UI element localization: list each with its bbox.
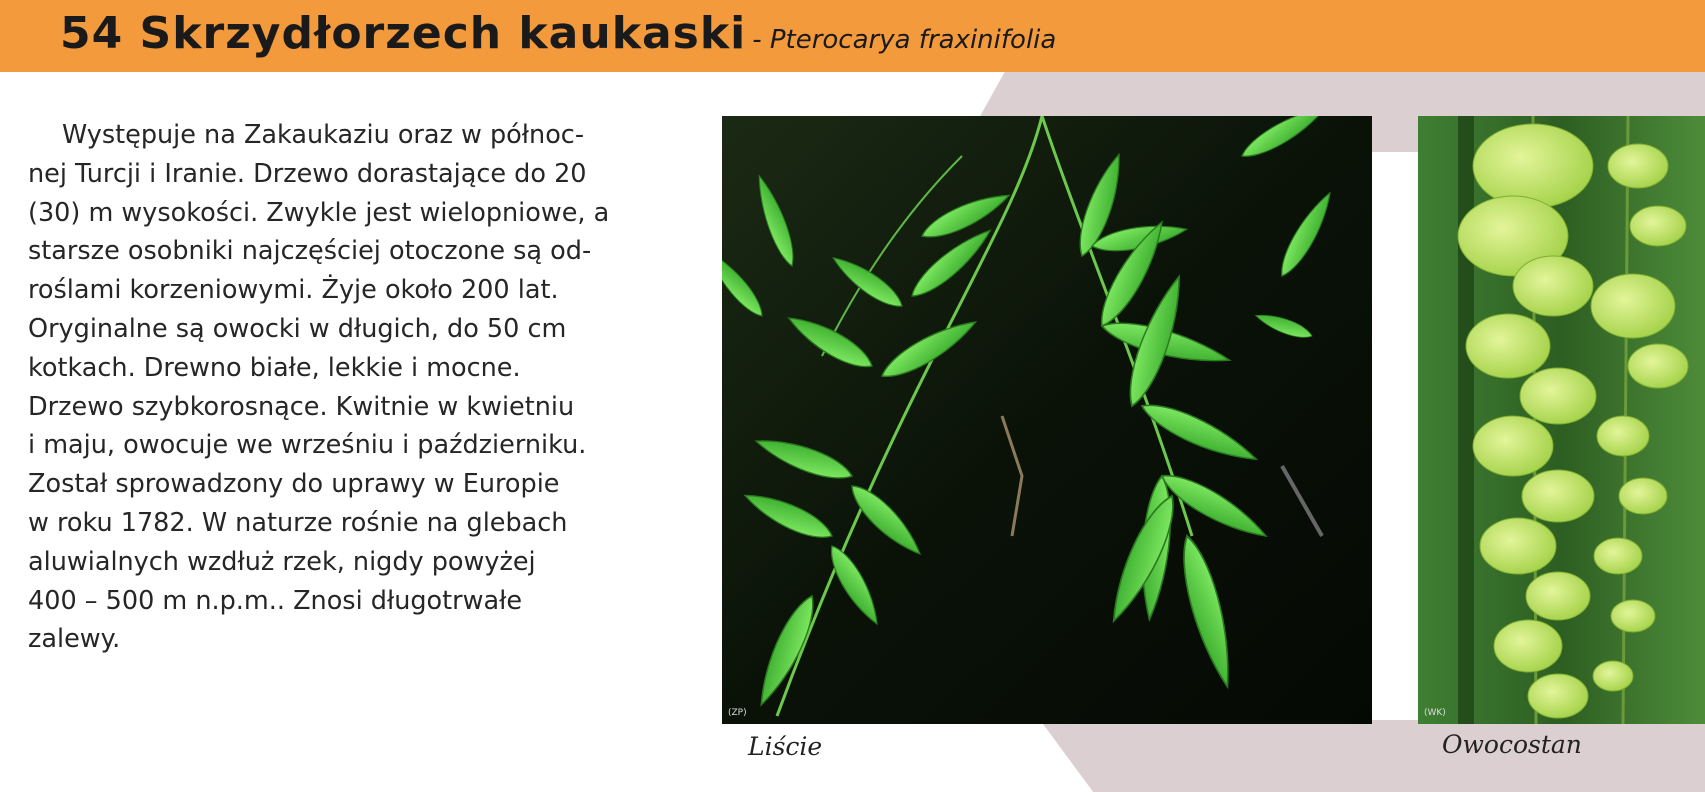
text-line: 400 – 500 m n.p.m.. Znosi długotrwałe: [28, 585, 523, 616]
text-line: kotkach. Drewno białe, lekkie i mocne.: [28, 352, 521, 383]
text-line: Oryginalne są owocki w długich, do 50 cm: [28, 313, 567, 344]
text-line: starsze osobniki najczęściej otoczone są od-: [28, 236, 592, 267]
text-line: aluwialnych wzdłuż rzek, nigdy powyżej: [28, 546, 536, 577]
description-text: [28, 116, 678, 659]
latin-name: - Pterocarya fraxinifolia: [752, 25, 1057, 55]
fruit-caption: Owocostan: [1442, 730, 1582, 759]
title-block: [60, 8, 1056, 59]
leaves-illustration: [722, 116, 1372, 724]
text-line: Występuje na Zakaukaziu oraz w północ-: [62, 120, 585, 150]
photo-credit: (ZP): [728, 708, 747, 718]
text-line: w roku 1782. W naturze rośnie na glebach: [28, 507, 568, 538]
fruit-photo: [1418, 116, 1705, 724]
page-title: 54 Skrzydłorzech kaukaski: [60, 8, 747, 59]
header-bar: [0, 0, 1705, 72]
leaves-caption: Liście: [748, 732, 823, 761]
fruit-illustration: [1418, 116, 1705, 724]
text-line: Został sprowadzony do uprawy w Europie: [28, 469, 560, 500]
leaves-photo: [722, 116, 1372, 724]
text-line: zalewy.: [28, 624, 121, 655]
text-line: i maju, owocuje we wrześniu i październiku.: [28, 430, 587, 461]
text-line: roślami korzeniowymi. Żyje około 200 lat.: [28, 275, 559, 306]
text-line: nej Turcji i Iranie. Drzewo dorastające do 20: [28, 158, 587, 189]
text-line: Drzewo szybkorosnące. Kwitnie w kwietniu: [28, 391, 575, 422]
photo-credit: (WK): [1424, 708, 1446, 718]
text-line: (30) m wysokości. Zwykle jest wielopniowe, a: [28, 197, 610, 228]
background-accent-shape-lower: [1040, 720, 1705, 792]
